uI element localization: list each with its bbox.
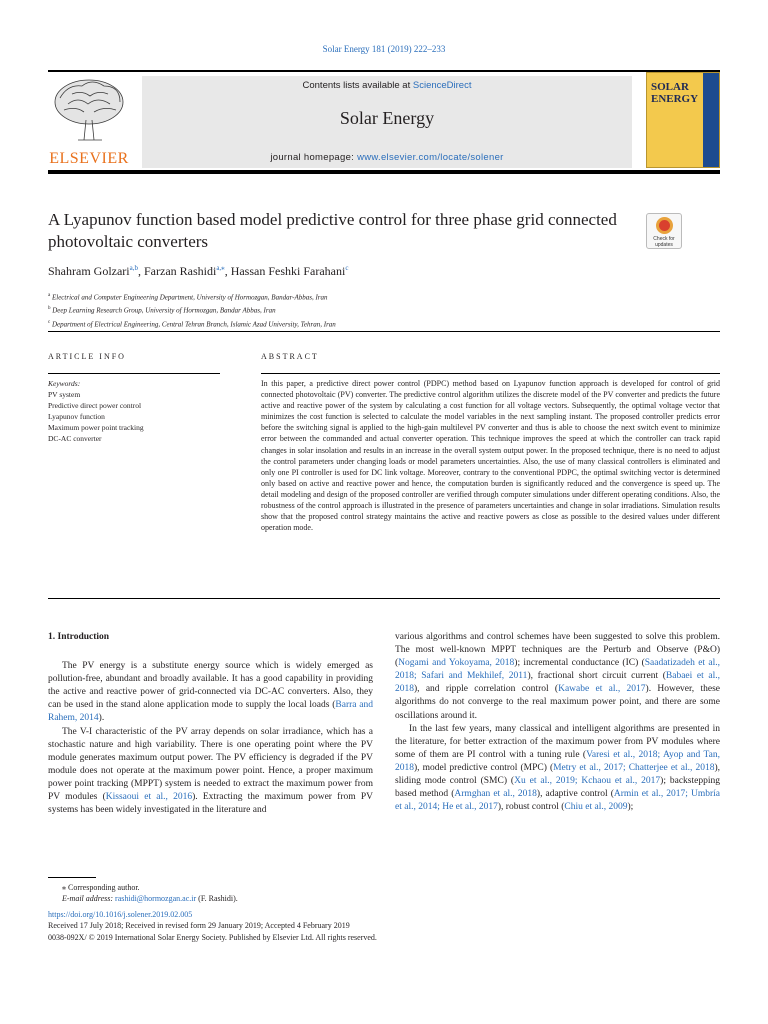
citation-link[interactable]: Chiu et al., 2009: [564, 802, 628, 813]
header-divider: [48, 331, 720, 332]
paragraph-text: The PV energy is a substitute energy source which is widely emerged as pollution-free, abundant and broadly available. It has a good capability in providing the active and reactive power of grid-connected via DC-AC converters. Also, they can be used in the stand alone application mode to supply the local loads (: [48, 661, 373, 711]
author-affiliation-marker[interactable]: a,b: [129, 264, 138, 272]
article-info-heading: ARTICLE INFO: [48, 352, 126, 361]
paragraph-text: );: [627, 802, 634, 813]
journal-banner: [142, 76, 632, 168]
tree-icon: [48, 76, 130, 150]
paragraph-text: ), adaptive control (: [536, 789, 614, 800]
affiliation-marker: c: [48, 319, 51, 325]
article-title: A Lyapunov function based model predictive control for three phase grid connected photovoltaic converters: [48, 210, 617, 251]
author-separator: ,: [138, 264, 144, 278]
affiliation-list: [48, 290, 648, 330]
crossmark-label: Check for updates: [653, 236, 675, 248]
keyword: Maximum power point tracking: [48, 423, 144, 432]
abstract-rule: [261, 373, 720, 374]
abstract-heading: ABSTRACT: [261, 352, 319, 361]
contents-prefix: Contents lists available at: [302, 80, 413, 91]
citation-link[interactable]: Barra and Rahem, 2014: [48, 700, 373, 724]
sciencedirect-link[interactable]: ScienceDirect: [412, 80, 472, 91]
author-affiliation-marker[interactable]: a,⁎: [216, 264, 225, 272]
affiliation-marker: a: [48, 293, 51, 298]
citation-link[interactable]: Kissaoui et al., 2016: [105, 792, 193, 803]
paragraph-text: ). However, these algorithms do not converge to the real maximum power point, and there are some oscillations around it.: [395, 684, 720, 721]
paragraph-text: ).: [98, 713, 105, 724]
author-name: Shahram Golzari: [48, 264, 130, 278]
abstract-text: In this paper, a predictive direct power control (PDPC) method based on Lyapunov function approach is developed for control of grid connected photovoltaic (PV) converter. The predictive control algorithm utilizes the discrete model of the PV converter and predicts the future active and reactive power of the system by calculating a cost function for all voltage vectors. Subsequently, the optimal voltage vector that minimizes the cost function is selected to calculate the model variables in the next sampling instant. The proposed controller predicts error before the switching signal is applied to the high-gain multilevel PV converter and thus is able to choose the next switch event to minimize error between the commanded and actual converter operation. This technique improves the speed at which the controller can track rapid changes in solar insolation and results in an increase in the overall system output power. In the proposed technique, there is no need to adjust the control parameters under changing loads or model parameters uncertainties. Also, the use of many classical controllers is eliminated and only one PI controller is used for DC link voltage. Moreover, contrary to the conventional PDPC, the optimal switching vector is determined only based on active and reactive power and hence, the computation burden is significantly reduced and the convergence is speed up. The detail modeling and design of the proposed controller are verified through computer simulations under different operating conditions. Also, the robustness of the control approach is illustrated in the presence of parameters uncertainties and change in solar irradiations. Simulation results show that the proposed control strategy maintains the active and reactive powers as close as possible to the desired values under different operation mode.: [261, 379, 720, 533]
keyword: Predictive direct power control: [48, 401, 142, 410]
paragraph: [395, 631, 720, 723]
footnote-rule: [48, 877, 96, 878]
paragraph-text: The V-I characteristic of the PV array depends on solar irradiance, which has a stochastic nature and high variability. There is one operating point where the PV module generates maximum output power. The PV efficiency is degraded if the PV module does not operate at the maximum power point. Hence, a proper maximum power point tracking (MPPT) system is needed to extract the maximum power from PV modules (: [48, 726, 373, 803]
journal-reference[interactable]: Solar Energy 181 (2019) 222–233: [322, 44, 446, 54]
paragraph-text: In the last few years, many classical and intelligent algorithms are presented in the literature, for better extraction of the maximum power from PV modules where some of them are PI control with a tuning rule (: [395, 723, 720, 760]
corresponding-author-note: ⁎ Corresponding author.: [62, 883, 140, 892]
citation-link[interactable]: Armghan et al., 2018: [454, 789, 537, 800]
paragraph: [48, 660, 373, 725]
masthead-rule: [48, 170, 720, 174]
paragraph-text: ); incremental conductance (IC) (: [514, 658, 645, 669]
homepage-prefix: journal homepage:: [270, 152, 358, 163]
author-list: [48, 264, 648, 279]
received-dates: Received 17 July 2018; Received in revised form 29 January 2019; Accepted 4 February 2019: [48, 921, 350, 931]
affiliation-marker: b: [48, 306, 51, 312]
author-name: Farzan Rashidi: [144, 264, 217, 278]
body-column-right: [395, 631, 720, 814]
affiliation: [48, 303, 648, 316]
crossmark-icon: [656, 217, 673, 234]
journal-masthead: [48, 70, 720, 170]
author-separator: ,: [224, 264, 231, 278]
citation-link[interactable]: Armin et al., 2017; Umbría et al., 2014; He et al., 2017: [395, 789, 720, 813]
cover-title: SOLAR ENERGY: [651, 81, 699, 105]
elsevier-logo[interactable]: [48, 76, 130, 168]
citation-link[interactable]: Kawabe et al., 2017: [558, 684, 646, 695]
paragraph-text: ), model predictive control (MPC) (: [414, 762, 554, 773]
author-affiliation-marker[interactable]: c: [345, 264, 349, 272]
keyword: PV system: [48, 390, 81, 399]
citation-link[interactable]: Xu et al., 2019; Kchaou et al., 2017: [514, 776, 661, 787]
keywords-block: [48, 378, 238, 444]
email-line: [48, 893, 720, 904]
affiliation-text: Department of Electrical Engineering, Central Tehran Branch, Islamic Azad University, Tehran, Iran: [51, 319, 336, 328]
body-column-left: [48, 631, 373, 817]
contents-line: [142, 80, 632, 91]
paragraph: [395, 723, 720, 815]
journal-name: Solar Energy: [339, 108, 435, 128]
paragraph-text: ), and ripple correlation control (: [414, 684, 559, 695]
citation-link[interactable]: Metry et al., 2017; Chatterjee et al., 2018: [553, 762, 715, 773]
article-info-rule: [48, 373, 220, 374]
email-link[interactable]: rashidi@hormozgan.ac.ir: [115, 894, 197, 904]
paragraph-text: ), robust control (: [497, 802, 565, 813]
journal-homepage-link[interactable]: www.elsevier.com/locate/solener: [357, 152, 504, 163]
paragraph-text: ); backstepping based method (: [395, 776, 720, 800]
doi-link[interactable]: https://doi.org/10.1016/j.solener.2019.02.005: [48, 909, 193, 919]
cover-strip: [703, 73, 719, 168]
paragraph-text: ), sliding mode control (SMC) (: [395, 762, 720, 787]
paragraph: [48, 726, 373, 818]
publisher-logo-text: ELSEVIER: [49, 150, 129, 167]
section-heading-introduction: 1. Introduction: [48, 632, 110, 642]
author-name: Hassan Feshki Farahani: [230, 264, 346, 278]
affiliation-text: Deep Learning Research Group, University of Hormozgan, Bandar Abbas, Iran: [52, 306, 276, 315]
keywords-label: Keywords:: [48, 379, 81, 388]
footnotes: [48, 882, 720, 943]
email-suffix: (F. Rashidi).: [196, 894, 238, 904]
email-label: E-mail address:: [62, 894, 116, 904]
keyword: Lyapunov function: [48, 412, 105, 421]
citation-link[interactable]: Nogami and Yokoyama, 2018: [398, 658, 515, 669]
keyword: DC-AC converter: [48, 434, 102, 443]
affiliation: [48, 317, 648, 330]
check-for-updates-button[interactable]: [646, 213, 682, 249]
homepage-line: [142, 152, 632, 163]
journal-cover-thumbnail[interactable]: [646, 72, 720, 168]
citation-link[interactable]: Babaei et al., 2018: [395, 671, 721, 695]
citation-link[interactable]: Varesi et al., 2018; Ayop and Tan, 2018: [395, 749, 720, 773]
abstract-divider: [48, 598, 720, 599]
paragraph-text: ), fractional short circuit current (: [527, 671, 666, 682]
affiliation: [48, 290, 648, 303]
copyright-line: 0038-092X/ © 2019 International Solar Energy Society. Published by Elsevier Ltd. All rights reserved.: [48, 932, 377, 942]
affiliation-text: Electrical and Computer Engineering Department, University of Hormozgan, Bandar-Abbas, Iran: [51, 293, 328, 302]
paragraph-text: ). Extracting the maximum power from PV systems has been widely investigated in the literature and: [48, 792, 373, 816]
citation-link[interactable]: Saadatizadeh et al., 2018; Safari and Mekhilef, 2011: [395, 658, 721, 682]
paragraph-text: various algorithms and control schemes have been suggested to solve this problem. The most well-known MPPT techniques are the Perturb and Observe (P&O) (: [395, 632, 720, 669]
